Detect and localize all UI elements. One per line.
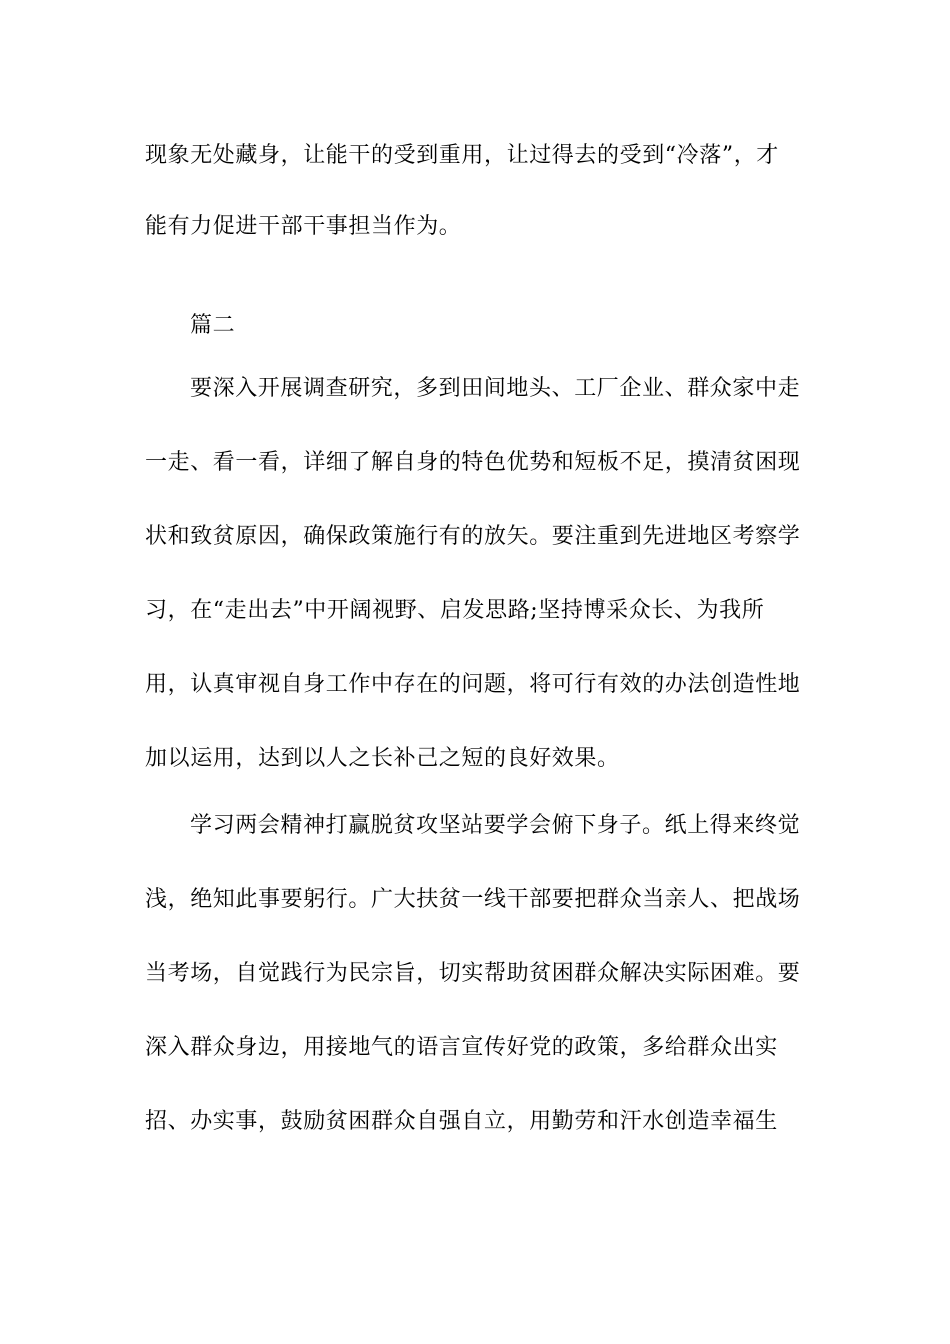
paragraph-2-line-5: 用，认真审视自身工作中存在的问题，将可行有效的办法创造性地 — [145, 672, 801, 697]
paragraph-2-line-3: 状和致贫原因，确保政策施行有的放矢。要注重到先进地区考察学 — [145, 524, 801, 549]
paragraph-2-line-2: 一走、看一看，详细了解自身的特色优势和短板不足，摸清贫困现 — [145, 450, 801, 475]
paragraph-3-line-1: 学习两会精神打赢脱贫攻坚站要学会俯下身子。纸上得来终觉 — [190, 813, 801, 838]
paragraph-3-line-4: 深入群众身边，用接地气的语言宣传好党的政策，多给群众出实 — [145, 1035, 778, 1060]
paragraph-2-line-1: 要深入开展调查研究，多到田间地头、工厂企业、群众家中走 — [190, 376, 801, 401]
paragraph-2-line-4: 习，在“走出去”中开阔视野、启发思路;坚持博采众长、为我所 — [145, 598, 765, 623]
paragraph-2-line-6: 加以运用，达到以人之长补己之短的良好效果。 — [145, 746, 620, 771]
paragraph-1-line-2: 能有力促进干部干事担当作为。 — [145, 214, 462, 239]
paragraph-3-line-5: 招、办实事，鼓励贫困群众自强自立，用勤劳和汗水创造幸福生 — [145, 1109, 778, 1134]
paragraph-3-line-3: 当考场，自觉践行为民宗旨，切实帮助贫困群众解决实际困难。要 — [145, 961, 801, 986]
paragraph-3-line-2: 浅，绝知此事要躬行。广大扶贫一线干部要把群众当亲人、把战场 — [145, 887, 801, 912]
paragraph-1-line-1: 现象无处藏身，让能干的受到重用，让过得去的受到“冷落”，才 — [145, 143, 779, 168]
section-heading: 篇二 — [190, 313, 236, 338]
